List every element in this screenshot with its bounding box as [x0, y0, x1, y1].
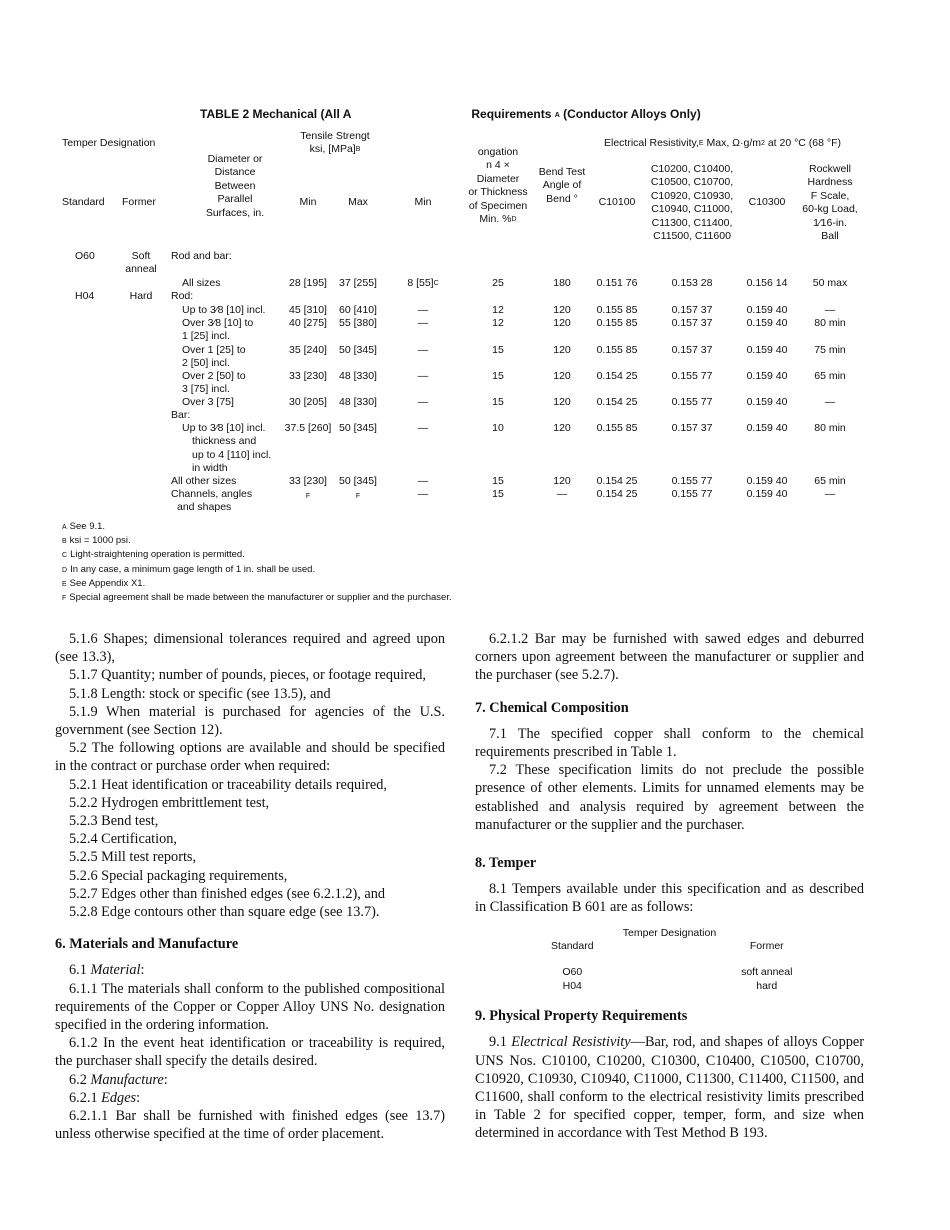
- cell-r-c10100: 0.155 85: [596, 317, 638, 329]
- cell-ys: —: [417, 370, 429, 382]
- cell-r-c10200: 0.157 37: [671, 317, 713, 329]
- para-5-2-5: 5.2.5 Mill test reports,: [69, 849, 197, 866]
- para-8-1: 8.1 Tempers available under this specification and as described in Classification B 601 are as follows:: [475, 881, 864, 916]
- header-tensile-strength: Tensile Strengt ksi, [MPa]$^B$: [300, 130, 370, 156]
- para-6-2: 6.2 Manufacture:: [69, 1071, 168, 1088]
- para-5-1-7: 5.1.7 Quantity; number of pounds, pieces, or footage required,: [69, 667, 426, 684]
- header-ts-max: Max: [348, 196, 368, 208]
- cell-size: All other sizes: [171, 475, 237, 487]
- cell-elongation: 25: [492, 277, 504, 289]
- rod-group-label: Rod:: [171, 290, 194, 302]
- cell-bend: —: [556, 488, 568, 500]
- cell-ts-max: 37 [255]: [339, 277, 377, 289]
- cell-ys: —: [417, 475, 429, 487]
- cell-elongation: 15: [492, 475, 504, 487]
- cell-size: Up to 3⁄8 [10] incl. thickness and up to 4 [110] incl. in width: [182, 422, 272, 475]
- section-9-heading: 9. Physical Property Requirements: [475, 1008, 688, 1025]
- cell-ys: —: [417, 422, 429, 434]
- cell-hardness: 65 min: [814, 370, 846, 382]
- cell-ts-min: F: [305, 493, 311, 500]
- temper-col-former: Former: [749, 940, 784, 953]
- header-diameter: Diameter or Distance Between Parallel Surfaces, in.: [205, 153, 265, 219]
- para-5-2-2: 5.2.2 Hydrogen embrittlement test,: [69, 794, 270, 811]
- cell-hardness: —: [824, 488, 836, 500]
- cell-ts-max: 50 [345]: [339, 475, 377, 487]
- cell-size: Over 1 [25] to 2 [50] incl.: [182, 344, 246, 370]
- cell-r-c10100: 0.154 25: [596, 370, 638, 382]
- para-5-2-8: 5.2.8 Edge contours other than square edge (see 13.7).: [69, 904, 380, 921]
- header-temper-designation: Temper Designation: [62, 137, 156, 149]
- cell-hardness: 75 min: [814, 344, 846, 356]
- cell-r-c10100: 0.154 25: [596, 475, 638, 487]
- cell-r-c10200: 0.157 37: [671, 344, 713, 356]
- temper-former: soft anneal: [741, 966, 793, 979]
- cell-ts-min: 37.5 [260]: [284, 422, 332, 434]
- o60-former: Soft anneal: [125, 250, 157, 276]
- cell-ys: —: [417, 304, 429, 316]
- cell-bend: 120: [553, 396, 571, 408]
- header-c10100: C10100: [598, 196, 636, 208]
- cell-ts-max: 60 [410]: [339, 304, 377, 316]
- header-standard: Standard: [62, 196, 105, 208]
- cell-size: Up to 3⁄8 [10] incl.: [182, 304, 266, 316]
- cell-ts-max: 55 [380]: [339, 317, 377, 329]
- cell-r-c10300: 0.159 40: [746, 488, 788, 500]
- cell-hardness: —: [824, 396, 836, 408]
- cell-r-c10300: 0.159 40: [746, 344, 788, 356]
- cell-elongation: 12: [492, 317, 504, 329]
- cell-elongation: 15: [492, 344, 504, 356]
- cell-ys: —: [417, 344, 429, 356]
- o60-standard: O60: [75, 250, 95, 262]
- cell-r-c10300: 0.159 40: [746, 304, 788, 316]
- cell-size: Over 3⁄8 [10] to 1 [25] incl.: [182, 317, 254, 343]
- cell-ts-max: 50 [345]: [339, 344, 377, 356]
- cell-r-c10300: 0.159 40: [746, 370, 788, 382]
- para-6-2-1-2: 6.2.1.2 Bar may be furnished with sawed edges and deburred corners upon agreement between the manufacturer or supplier and the purchaser (see 5.2.7).: [475, 631, 864, 684]
- header-elongation: ongation n 4 × Diameter or Thickness of Specimen Min. %$^D$: [468, 146, 528, 226]
- cell-ys: —: [417, 317, 429, 329]
- cell-r-c10200: 0.153 28: [671, 277, 713, 289]
- cell-bend: 120: [553, 317, 571, 329]
- left-column: [55, 630, 445, 1143]
- cell-bend: 180: [553, 277, 571, 289]
- cell-hardness: 50 max: [812, 277, 848, 289]
- cell-r-c10100: 0.155 85: [596, 304, 638, 316]
- cell-r-c10300: 0.159 40: [746, 422, 788, 434]
- cell-bend: 120: [553, 304, 571, 316]
- cell-r-c10200: 0.155 77: [671, 370, 713, 382]
- cell-elongation: 15: [492, 396, 504, 408]
- cell-r-c10300: 0.159 40: [746, 475, 788, 487]
- cell-bend: 120: [553, 344, 571, 356]
- cell-r-c10100: 0.155 85: [596, 344, 638, 356]
- cell-ts-min: 33 [230]: [289, 475, 327, 487]
- cell-ys: —: [417, 396, 429, 408]
- cell-size: All sizes: [182, 277, 221, 289]
- right-column: [475, 630, 864, 1143]
- footnote: C Light-straightening operation is permitted.: [62, 549, 245, 561]
- cell-hardness: —: [824, 304, 836, 316]
- cell-r-c10300: 0.159 40: [746, 317, 788, 329]
- cell-hardness: 65 min: [814, 475, 846, 487]
- para-5-1-9: 5.1.9 When material is purchased for agencies of the U.S. government (see Section 12).: [55, 703, 445, 739]
- cell-bend: 120: [553, 422, 571, 434]
- header-rockwell: Rockwell Hardness F Scale, 60-kg Load, 1⁄16-in. Ball: [802, 163, 858, 243]
- para-5-2-4: 5.2.4 Certification,: [69, 831, 177, 848]
- cell-ts-min: 45 [310]: [289, 304, 327, 316]
- cell-ts-max: 50 [345]: [339, 422, 377, 434]
- section-7-heading: 7. Chemical Composition: [475, 699, 629, 716]
- cell-ts-max: F: [355, 493, 361, 500]
- temper-table-heading: Temper Designation: [622, 926, 717, 939]
- cell-ts-min: 35 [240]: [289, 344, 327, 356]
- header-resistivity: Electrical Resistivity,$^E$ Max, Ω·g/m$^2$ at 20 °C (68 °F): [604, 137, 842, 149]
- cell-ts-min: 33 [230]: [289, 370, 327, 382]
- o60-group-label: Rod and bar:: [171, 250, 232, 262]
- cell-r-c10200: 0.157 37: [671, 304, 713, 316]
- para-6-1: 6.1 Material:: [69, 962, 145, 979]
- para-5-2-6: 5.2.6 Special packaging requirements,: [69, 867, 288, 884]
- cell-size: Channels, angles and shapes: [171, 488, 253, 514]
- cell-elongation: 15: [492, 370, 504, 382]
- cell-ts-max: 48 [330]: [339, 370, 377, 382]
- cell-hardness: 80 min: [814, 422, 846, 434]
- cell-ts-min: 30 [205]: [289, 396, 327, 408]
- cell-ts-max: 48 [330]: [339, 396, 377, 408]
- cell-r-c10200: 0.155 77: [671, 475, 713, 487]
- para-5-2-7: 5.2.7 Edges other than finished edges (see 6.2.1.2), and: [69, 885, 386, 902]
- cell-bend: 120: [553, 370, 571, 382]
- section-6-heading: 6. Materials and Manufacture: [55, 936, 239, 953]
- para-5-2-3: 5.2.3 Bend test,: [69, 813, 159, 830]
- cell-hardness: 80 min: [814, 317, 846, 329]
- cell-r-c10300: 0.156 14: [746, 277, 788, 289]
- cell-size: Over 2 [50] to 3 [75] incl.: [182, 370, 246, 396]
- cell-ys: —: [417, 488, 429, 500]
- cell-r-c10100: 0.155 85: [596, 422, 638, 434]
- header-ts-min: Min: [299, 196, 317, 208]
- h04-standard: H04: [75, 290, 95, 302]
- para-6-1-2: 6.1.2 In the event heat identification or traceability is required, the purchaser shall specify the details desired.: [55, 1035, 445, 1070]
- table-row: [475, 966, 864, 979]
- cell-r-c10100: 0.154 25: [596, 488, 638, 500]
- cell-elongation: 12: [492, 304, 504, 316]
- para-6-1-1: 6.1.1 The materials shall conform to the published compositional requirements of the Copper or Copper Alloy UNS No. designation specified in the ordering information.: [55, 980, 445, 1034]
- para-9-1: 9.1 Electrical Resistivity—Bar, rod, and shapes of alloys Copper UNS Nos. C10100, C10200, C10300, C10400, C10500, C10700, C10920, C10930, C10940, C11000, C11300, C11400, C11500, and C11600, shall conform to the electrical resistivity limits prescribed in Table 2 for specified copper, temper, form, and size when determined in accordance with Test Method B 193.: [475, 1034, 864, 1142]
- cell-r-c10200: 0.155 77: [671, 396, 713, 408]
- bar-group-label: Bar:: [171, 409, 191, 421]
- table-footnotes: [62, 520, 452, 605]
- cell-r-c10200: 0.155 77: [671, 488, 713, 500]
- cell-bend: 120: [553, 475, 571, 487]
- section-8-heading: 8. Temper: [475, 855, 537, 872]
- cell-size: Over 3 [75]: [182, 396, 234, 408]
- table-row: [475, 980, 864, 993]
- cell-r-c10300: 0.159 40: [746, 396, 788, 408]
- header-c10200-group: C10200, C10400, C10500, C10700, C10920, C10930, C10940, C11000, C11300, C11400, C11500, C11600: [650, 163, 734, 243]
- table-title: TABLE 2 Mechanical (All A Requirements $^A$ (Conductor Alloys Only): [200, 107, 701, 121]
- temper-col-standard: Standard: [550, 940, 594, 953]
- footnote: E See Appendix X1.: [62, 577, 146, 589]
- cell-r-c10200: 0.157 37: [671, 422, 713, 434]
- header-ys-min: Min: [414, 196, 432, 208]
- temper-standard: H04: [562, 979, 582, 992]
- cell-ts-min: 40 [275]: [289, 317, 327, 329]
- header-bend-test: Bend Test Angle of Bend °: [538, 166, 586, 205]
- para-5-2-1: 5.2.1 Heat identification or traceability details required,: [69, 776, 387, 793]
- para-5-1-8: 5.1.8 Length: stock or specific (see 13.5), and: [69, 685, 331, 702]
- cell-ys: 8 [55]$^C$: [407, 277, 439, 289]
- footnote: B ksi = 1000 psi.: [62, 535, 131, 547]
- para-5-2: 5.2 The following options are available and should be specified in the contract or purchase order when required:: [55, 740, 445, 775]
- para-6-2-1-1: 6.2.1.1 Bar shall be furnished with finished edges (see 13.7) unless otherwise specified at the time of order placement.: [55, 1108, 445, 1143]
- cell-elongation: 15: [492, 488, 504, 500]
- temper-table: [475, 927, 864, 994]
- temper-standard: O60: [562, 966, 583, 979]
- para-7-1: 7.1 The specified copper shall conform to the chemical requirements prescribed in Table 1.: [475, 725, 864, 761]
- temper-former: hard: [756, 979, 778, 992]
- header-former: Former: [122, 196, 156, 208]
- footnote: D In any case, a minimum gage length of 1 in. shall be used.: [62, 563, 316, 575]
- cell-r-c10100: 0.154 25: [596, 396, 638, 408]
- footnote: A See 9.1.: [62, 521, 106, 532]
- cell-ts-min: 28 [195]: [289, 277, 327, 289]
- para-5-1-6: 5.1.6 Shapes; dimensional tolerances required and agreed upon (see 13.3),: [55, 631, 445, 666]
- cell-r-c10100: 0.151 76: [596, 277, 638, 289]
- cell-elongation: 10: [492, 422, 504, 434]
- footnote: F Special agreement shall be made between the manufacturer or supplier and the purchaser.: [62, 592, 452, 604]
- header-c10300: C10300: [748, 196, 786, 208]
- para-6-2-1: 6.2.1 Edges:: [69, 1089, 141, 1106]
- para-7-2: 7.2 These specification limits do not preclude the possible presence of other elements. Limits for unnamed elements may be established and analysis required by agreement between the manufacturer or the supplier and the purchaser.: [475, 762, 864, 833]
- h04-former: Hard: [129, 290, 153, 302]
